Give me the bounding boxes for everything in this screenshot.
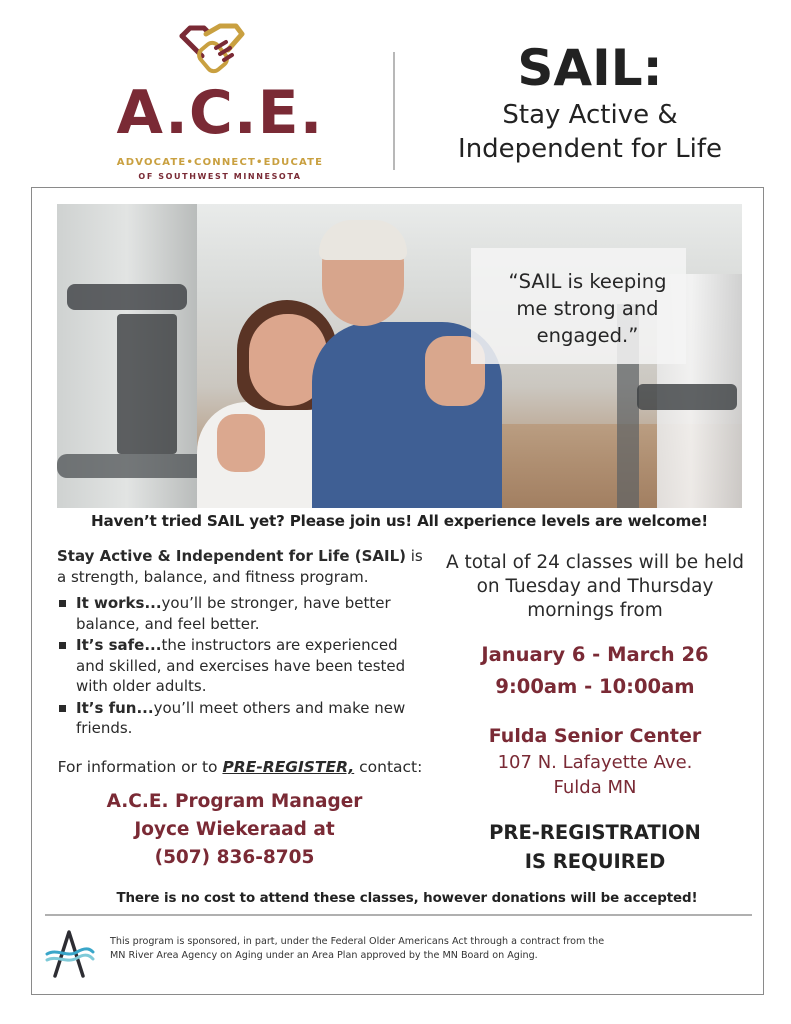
page-title: SAIL: <box>517 39 663 97</box>
contact-title: A.C.E. Program Manager <box>106 791 363 812</box>
venue <box>445 723 745 800</box>
mn-river-aaa-logo-icon <box>45 928 95 978</box>
join-banner: Haven’t tried SAIL yet? Please join us! All experience levels are welcome! <box>90 512 708 530</box>
contact-phone[interactable]: (507) 836-8705 <box>154 847 315 868</box>
benefit-item: It’s fun...you’ll meet others and make new friends. <box>57 698 427 739</box>
cost-note: There is no cost to attend these classes, however donations will be accepted! <box>116 891 698 906</box>
benefit-item: It’s safe...the instructors are experienced and skilled, and exercises have been tested with older adults. <box>57 635 427 697</box>
benefits-list <box>57 593 427 739</box>
venue-address-line2: Fulda MN <box>553 777 637 798</box>
quote-line: engaged.” <box>536 323 639 347</box>
testimonial-quote <box>471 248 686 364</box>
quote-line: “SAIL is keeping <box>508 269 667 293</box>
benefit-item: It works...you’ll be stronger, have better balance, and feel better. <box>57 593 427 634</box>
program-description <box>57 546 427 740</box>
schedule <box>445 551 745 703</box>
quote-line: me strong and <box>516 296 659 320</box>
sponsor-statement: This program is sponsored, in part, under the Federal Older Americans Act through a contract from the MN River Area Agency on Aging under an Area Plan approved by the MN Board on Aging. <box>110 936 605 961</box>
registration-notice: PRE-REGISTRATION IS REQUIRED <box>489 821 701 873</box>
date-range: January 6 - March 26 <box>481 643 709 666</box>
page-subtitle-line2: Independent for Life <box>458 134 722 164</box>
schedule-dates <box>445 639 745 703</box>
ace-tagline: ADVOCATE•CONNECT•EDUCATE <box>116 157 324 168</box>
time-range: 9:00am - 10:00am <box>495 675 695 698</box>
ace-logo <box>100 20 340 185</box>
classes-description: A total of 24 classes will be held on Tuesday and Thursday mornings from <box>445 552 745 621</box>
ace-wordmark: A.C.E. <box>116 78 324 148</box>
header-divider <box>393 52 395 170</box>
contact-name: Joyce Wiekeraad at <box>134 819 335 840</box>
handshake-icon <box>178 22 246 80</box>
venue-address-line1: 107 N. Lafayette Ave. <box>497 752 693 773</box>
footer-divider <box>45 914 752 916</box>
contact-intro: For information or to PRE-REGISTER, contact: <box>57 758 423 776</box>
title-block <box>400 40 780 166</box>
program-intro: Stay Active & Independent for Life (SAIL) is a strength, balance, and fitness program. <box>57 547 423 586</box>
ace-region: OF SOUTHWEST MINNESOTA <box>138 172 302 181</box>
venue-name: Fulda Senior Center <box>488 725 702 747</box>
page-subtitle-line1: Stay Active & <box>502 100 678 130</box>
contact-info <box>57 788 412 872</box>
